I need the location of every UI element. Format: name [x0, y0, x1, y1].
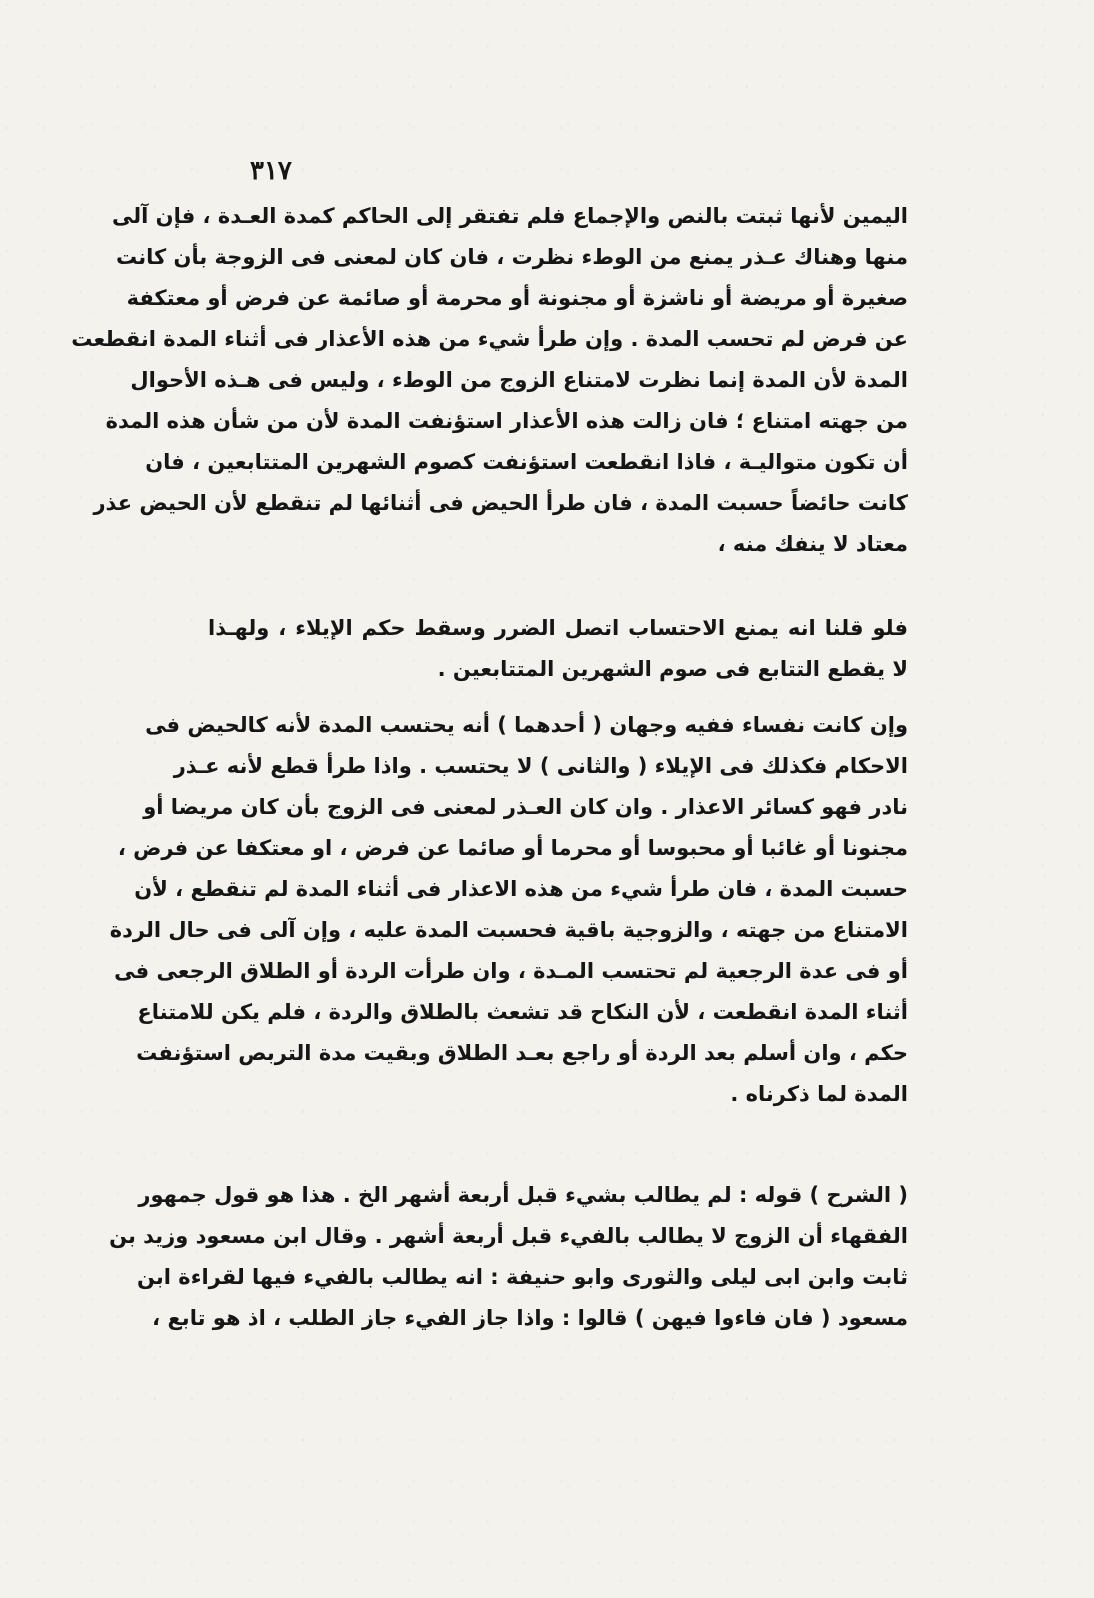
page-number: ٣١٧ — [250, 156, 292, 186]
text-line: صغيرة أو مريضة أو ناشزة أو مجنونة أو محرمة أو صائمة عن فرض أو معتكفة — [126, 286, 908, 310]
text-line: لا يقطع التتابع فى صوم الشهرين المتتابعين . — [437, 657, 908, 681]
text-line: منها وهناك عـذر يمنع من الوطء نظرت ، فان كان لمعنى فى الزوجة بأن كانت — [116, 245, 908, 269]
text-line: معتاد لا ينفك منه ، — [717, 532, 908, 556]
text-line: مجنونا أو غائبا أو محبوسا أو محرما أو صائما عن فرض ، او معتكفا عن فرض ، — [117, 836, 908, 860]
text-line: عن فرض لم تحسب المدة . وإن طرأ شيء من هذه الأعذار فى أثناء المدة انقطعت — [71, 327, 908, 351]
text-line: المدة لما ذكرناه . — [730, 1082, 908, 1106]
text-line: فلو قلنا انه يمنع الاحتساب اتصل الضرر وسقط حكم الإيلاء ، ولهـذا — [208, 616, 908, 640]
paragraph — [109, 705, 908, 1115]
text-line: حسبت المدة ، فان طرأ شيء من هذه الاعذار فى أثناء المدة لم تنقطع ، لأن — [134, 877, 908, 901]
text-line: من جهته امتناع ؛ فان زالت هذه الأعذار استؤنفت المدة لأن من شأن هذه المدة — [105, 409, 908, 433]
text-line: اليمين لأنها ثبتت بالنص والإجماع فلم تفتقر إلى الحاكم كمدة العـدة ، فإن آلى — [112, 204, 908, 228]
text-line: الفقهاء أن الزوج لا يطالب بالفيء قبل أربعة أشهر . وقال ابن مسعود وزيد بن — [109, 1224, 908, 1248]
text-line: المدة لأن المدة إنما نظرت لامتناع الزوج من الوطء ، وليس فى هـذه الأحوال — [130, 368, 908, 392]
paragraph — [208, 608, 908, 690]
text-line: أو فى عدة الرجعية لم تحتسب المـدة ، وان طرأت الردة أو الطلاق الرجعى فى — [114, 959, 908, 983]
text-line: ( الشرح ) قوله : لم يطالب بشيء قبل أربعة أشهر الخ . هذا هو قول جمهور — [138, 1183, 908, 1207]
text-line: أن تكون متواليـة ، فاذا انقطعت استؤنفت كصوم الشهرين المتتابعين ، فان — [145, 450, 908, 474]
paragraph — [109, 1175, 908, 1339]
paragraph — [71, 196, 908, 565]
text-line: الامتناع من جهته ، والزوجية باقية فحسبت المدة عليه ، وإن آلى فى حال الردة — [109, 918, 908, 942]
text-line: الاحكام فكذلك فى الإيلاء ( والثانى ) لا يحتسب . واذا طرأ قطع لأنه عـذر — [173, 754, 908, 778]
text-line: أثناء المدة انقطعت ، لأن النكاح قد تشعث بالطلاق والردة ، فلم يكن للامتناع — [137, 1000, 908, 1024]
text-line: كانت حائضاً حسبت المدة ، فان طرأ الحيض فى أثنائها لم تنقطع لأن الحيض عذر — [93, 491, 908, 515]
text-line: حكم ، وان أسلم بعد الردة أو راجع بعـد الطلاق وبقيت مدة التربص استؤنفت — [136, 1041, 908, 1065]
text-line: وإن كانت نفساء ففيه وجهان ( أحدهما ) أنه يحتسب المدة لأنه كالحيض فى — [145, 713, 908, 737]
text-line: مسعود ( فان فاءوا فيهن ) قالوا : واذا جاز الفيء جاز الطلب ، اذ هو تابع ، — [152, 1306, 908, 1330]
text-line: ثابت وابن ابى ليلى والثورى وابو حنيفة : انه يطالب بالفيء فيها لقراءة ابن — [137, 1265, 908, 1289]
text-line: نادر فهو كسائر الاعذار . وان كان العـذر لمعنى فى الزوج بأن كان مريضا أو — [143, 795, 908, 819]
